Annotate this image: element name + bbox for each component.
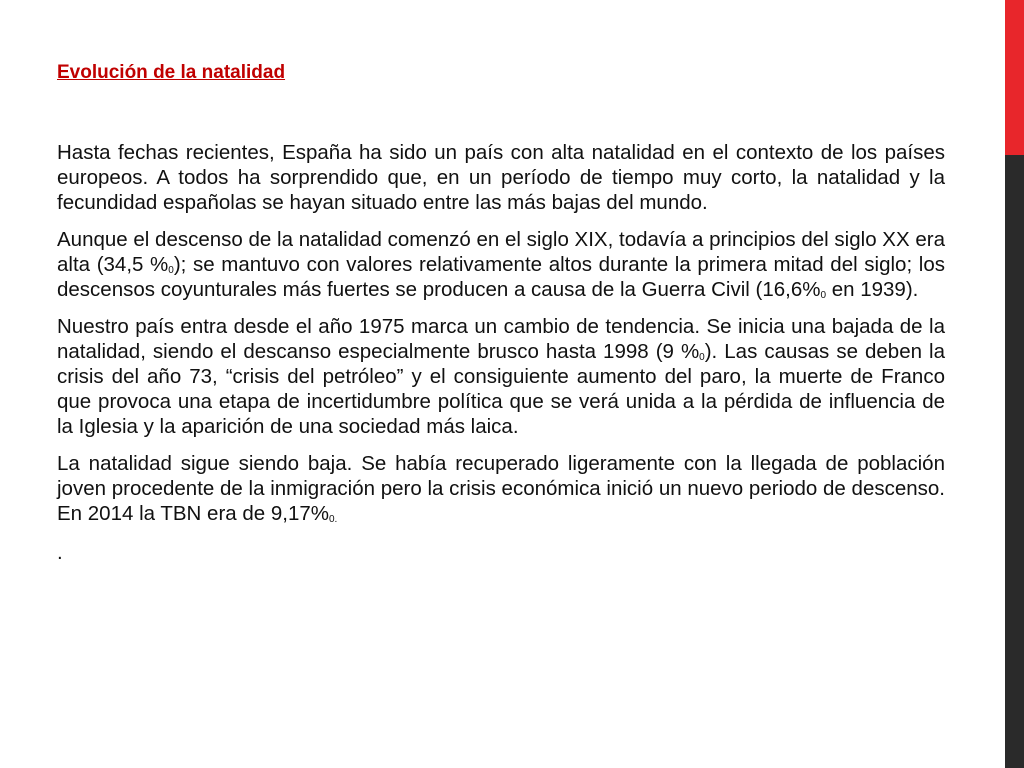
paragraph-3 — [57, 314, 945, 439]
paragraph-2-part-3: en 1939). — [826, 278, 919, 301]
permille-subscript: 0. — [329, 514, 338, 525]
trailing-dot: . — [57, 541, 63, 564]
paragraph-2-part-2: ); se mantuvo con valores relativamente altos durante la primera mitad del siglo; los descensos coyunturales más fuertes se producen a causa de la Guerra Civil (16,6% — [57, 253, 945, 301]
slide-body — [57, 56, 945, 565]
accent-bar-dark — [1005, 155, 1024, 768]
accent-bar-red — [1005, 0, 1024, 155]
paragraph-3-part-2: ). Las causas se deben la crisis del año 73, “crisis del petróleo” y el consiguiente aumento del paro, la muerte de Franco que provoca una etapa de incertidumbre política que se verá unida a la pérdida de influencia de la Iglesia y la aparición de una sociedad más laica. — [57, 340, 945, 438]
paragraph-2 — [57, 227, 945, 302]
paragraph-2-part-1: Aunque el descenso de la natalidad comenzó en el siglo XIX, todavía a principios del siglo XX era alta (34,5 % — [57, 228, 945, 276]
paragraph-4-part-1: La natalidad sigue siendo baja. Se había recuperado ligeramente con la llegada de población joven procedente de la inmigración pero la crisis económica inició un nuevo periodo de descenso. En 2014 la TBN era de 9,17% — [57, 452, 945, 525]
permille-subscript: 0 — [168, 265, 174, 276]
slide-title: Evolución de la natalidad — [57, 62, 286, 83]
paragraph-4 — [57, 451, 945, 526]
paragraph-1: Hasta fechas recientes, España ha sido un país con alta natalidad en el contexto de los países europeos. A todos ha sorprendido que, en un período de tiempo muy corto, la natalidad y la fecundidad españolas se hayan situado entre las más bajas del mundo. — [57, 141, 945, 214]
permille-subscript: 0 — [820, 290, 827, 301]
permille-subscript: 0 — [699, 352, 705, 363]
paragraph-3-part-1: Nuestro país entra desde el año 1975 marca un cambio de tendencia. Se inicia una bajada de la natalidad, siendo el descanso especialmente brusco hasta 1998 (9 % — [57, 315, 945, 363]
